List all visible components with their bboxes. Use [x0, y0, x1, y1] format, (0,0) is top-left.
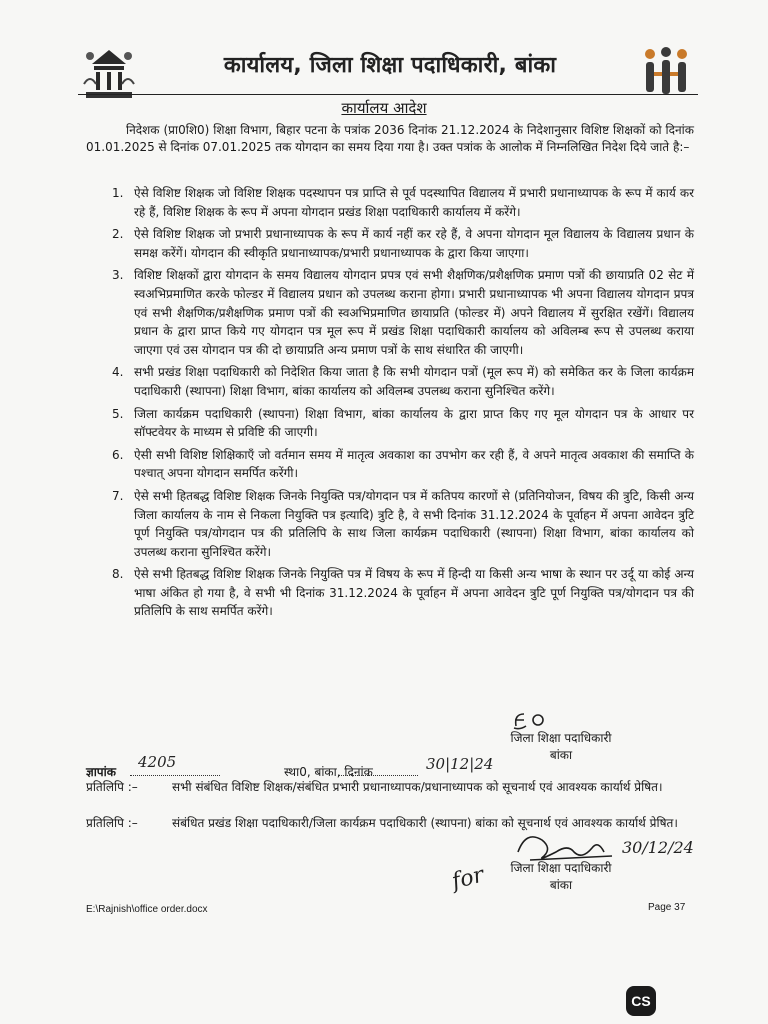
item-number: 6.: [112, 447, 124, 462]
memo-label: ज्ञापांक: [86, 765, 116, 779]
item-text: ऐसे विशिष्ट शिक्षक जो विशिष्ट शिक्षक पदस्थापन पत्र प्राप्ति से पूर्व पदस्थापित विद्यालय में प्रभारी प्रधानाध्यापक के रूप में कार्य कर रहे हैं, विशिष्ट शिक्षक के रूप में अपना योगदान प्रखंड शिक्षा पदाधिकारी कार्यालय में करेंगे।: [134, 186, 694, 219]
item-text: जिला कार्यक्रम पदाधिकारी (स्थापना) शिक्षा विभाग, बांका कार्यालय के द्वारा प्राप्त किए गए मूल योगदान पत्र के आधार पर सॉफ्टवेयर के माध्यम से प्रविष्टि की जाएगी।: [134, 406, 694, 440]
memo-number: 4205: [138, 753, 177, 771]
memo-date-dotted-line: [338, 775, 418, 776]
list-item: [86, 446, 694, 483]
copy-text: सभी संबंधित विशिष्ट शिक्षक/संबंधित प्रभारी प्रधानाध्यापक/प्रधानाध्यापक को सूचनार्थ एवं आवश्यक कार्यार्थ प्रेषित।: [172, 780, 663, 794]
list-item: [86, 225, 694, 262]
copy-label: प्रतिलिपि :–: [86, 780, 138, 794]
signatory-district: बांका: [549, 878, 573, 892]
item-text: सभी प्रखंड शिक्षा पदाधिकारी को निदेशित किया जाता है कि सभी योगदान पत्रों (मूल रूप में) को समेकित कर के जिला कार्यक्रम पदाधिकारी (स्थापना) शिक्षा विभाग, बांका कार्यालय को अविलम्ब उपलब्ध कराना सुनिश्चित करेंगे।: [134, 365, 694, 398]
item-number: 3.: [112, 268, 124, 283]
copy-text: संबंधित प्रखंड शिक्षा पदाधिकारी/जिला कार्यक्रम पदाधिकारी (स्थापना) बांका को सूचनार्थ एवं आवश्यक कार्यार्थ प्रेषित।: [172, 816, 678, 830]
item-number: 2.: [112, 227, 124, 242]
header-rule: [78, 94, 698, 95]
list-item: [86, 184, 694, 221]
copy-label: प्रतिलिपि :–: [86, 816, 138, 830]
handwritten-date: 30/12/24: [622, 838, 694, 857]
item-text: ऐसे सभी हितबद्ध विशिष्ट शिक्षक जिनके नियुक्ति पत्र/योगदान पत्र में कतिपय कारणों से (प्रतिनियोजन, विषय की त्रुटि, किसी अन्य जिला कार्यालय के नाम से निकला नियुक्ति पत्र इत्यादि) त्रुटि है, वे सभी दिनांक 31.12.2024 के पूर्वाहन में अपना आवेदन त्रुटि पूर्ण नियुक्ति पत्र/योगदान पत्र की प्रतिलिपि के साथ जिला कार्यक्रम पदाधिकारी (स्थापना) शिक्षा विभाग, बांका कार्यालय को उपलब्ध कराना सुनिश्चित करेंगे।: [134, 488, 694, 559]
item-text: ऐसे विशिष्ट शिक्षक जो प्रभारी प्रधानाध्यापक के रूप में कार्य नहीं कर रहे हैं, वे अपना योगदान मूल विद्यालय के विद्यालय प्रधान के समक्ष करेंगें। योगदान की स्वीकृति प्रधानाध्यापक/प्रभारी प्रधानाध्यापक के द्वारा किया जाएगा।: [134, 227, 694, 260]
copy-entry-1: [86, 779, 694, 813]
item-text: विशिष्ट शिक्षकों द्वारा योगदान के समय विद्यालय योगदान प्रपत्र एवं सभी शैक्षणिक/प्रशैक्षणिक प्रमाण पत्रों की छायाप्रति 02 सेट में स्वअभिप्रमाणित करके फोल्डर में विद्यालय प्रधान को उपलब्ध कराना होगा। प्रभारी प्रधानाध्यापक भी अपना विद्यालय योगदान प्रपत्र एवं सभी शैक्षणिक/प्रशैक्षणिक प्रमाण पत्रों की स्वअभिप्रमाणित छायाप्रति (फोल्डर में) अपने विद्यालय में सुरक्षित रखेंगें। विद्यालय प्रधान के द्वारा प्राप्त किये गए योगदान पत्र मूल रूप में प्रखंड शिक्षा पदाधिकारी कार्यालय को अविलम्ब रूप से उपलब्ध कराया जाएगा एवं उस योगदान पत्र की दो छायाप्रति अन्य प्रमाण पत्रों के साथ संधारित की जाएगी।: [134, 268, 694, 357]
list-item: [86, 363, 694, 400]
people-logo-icon: [640, 46, 692, 98]
directive-list: [86, 184, 694, 625]
item-number: 4.: [112, 365, 124, 380]
file-path: E:\Rajnish\office order.docx: [86, 904, 208, 915]
memo-date: 30|12|24: [426, 755, 494, 773]
signatory-title: जिला शिक्षा पदाधिकारी: [510, 731, 612, 745]
item-text: ऐसे सभी हितबद्ध विशिष्ट शिक्षक जिनके नियुक्ति पत्र में विषय के रूप में हिन्दी या किसी अन्य भाषा के स्थान पर उर्दू या कोई अन्य भाषा अंकित हो गया है, वे सभी भी दिनांक 31.12.2024 के पूर्वाहन में अपना आवेदन त्रुटि पूर्ण नियुक्ति पत्र/योगदान पत्र की प्रतिलिपि के साथ समर्पित करेंगे।: [134, 567, 694, 619]
item-number: 8.: [112, 567, 124, 582]
memo-middle: स्था0, बांका, दिनांक: [284, 765, 373, 779]
item-text: ऐसी सभी विशिष्ट शिक्षिकाएँ जो वर्तमान समय में मातृत्व अवकाश का उपभोग कर रही हैं, वे अपने मातृत्व अवकाश की समाप्ति के पश्चात् अपना योगदान समर्पित करेंगी।: [134, 447, 694, 481]
memo-number-dotted-line: [130, 775, 220, 776]
signature-block-2: [496, 860, 626, 894]
office-title: कार्यालय, जिला शिक्षा पदाधिकारी, बांका: [223, 53, 557, 78]
item-number: 7.: [112, 488, 124, 503]
order-title: कार्यालय आदेश: [341, 99, 427, 117]
list-item: [86, 266, 694, 359]
item-number: 1.: [112, 186, 124, 200]
intro-paragraph: निदेशक (प्रा0शि0) शिक्षा विभाग, बिहार पटना के पत्रांक 2036 दिनांक 21.12.2024 के निदेशानुसार विशिष्ट शिक्षकों को दिनांक 01.01.2025 से दिनांक 07.01.2025 तक योगदान का समय दिया गया है। उक्त पत्रांक के आलोक में निम्नलिखित निदेश दिये जाते है:–: [86, 123, 694, 154]
handwritten-for: for: [449, 862, 487, 895]
list-item: [86, 405, 694, 442]
list-item: [86, 565, 694, 621]
list-item: [86, 487, 694, 561]
signatory-title: जिला शिक्षा पदाधिकारी: [510, 861, 612, 875]
camscanner-badge: CS: [626, 986, 656, 1016]
page-number: Page 37: [648, 902, 686, 913]
signatory-district: बांका: [549, 748, 573, 762]
item-number: 5.: [112, 406, 124, 421]
